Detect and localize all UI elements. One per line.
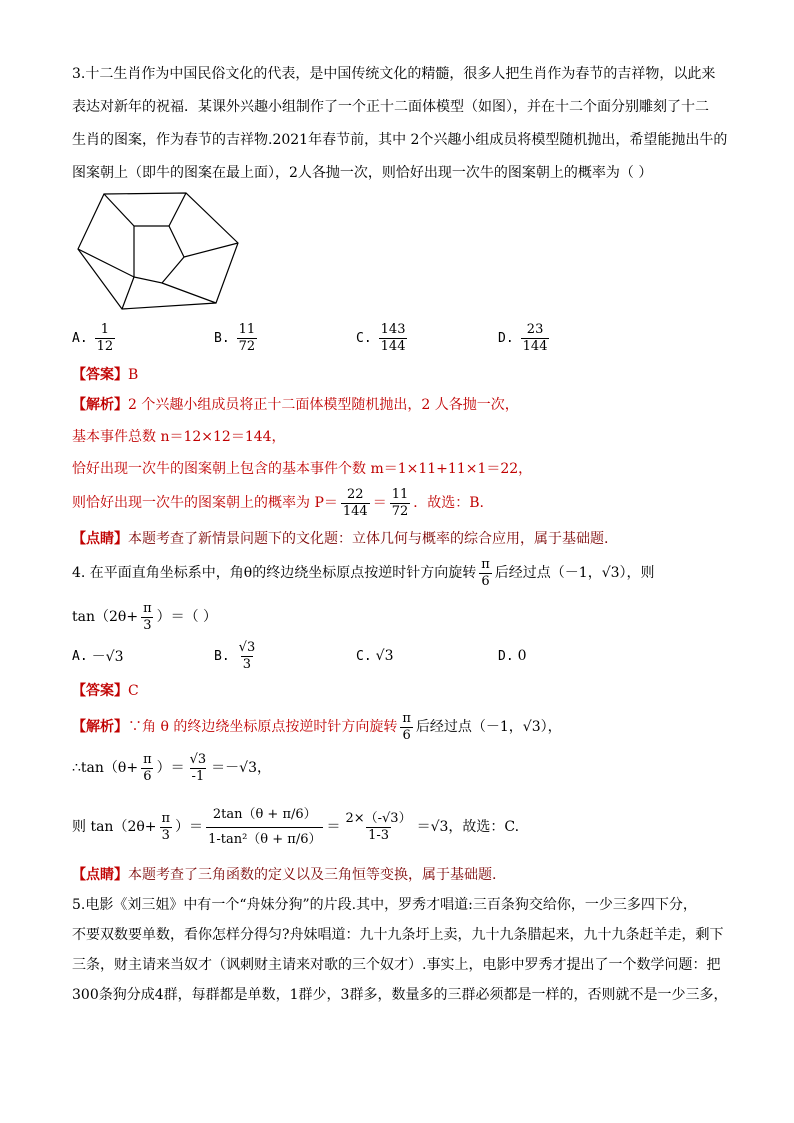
analysis-tag: 【解析】 (72, 719, 128, 735)
numerator: 1 (100, 321, 110, 337)
analysis-tag: 【解析】 (72, 397, 128, 413)
option-label: D. (498, 330, 514, 346)
q3-stem-line-2: 表达对新年的祝福．某课外兴趣小组制作了一个正十二面体模型（如图），并在十二个面分别雕刻了十二 (72, 99, 709, 115)
answer-tag: 【答案】 (72, 367, 128, 383)
analysis-text: ）＝ (156, 760, 185, 776)
analysis-text: ＝√3，故选：C. (416, 819, 520, 835)
denominator: 72 (391, 503, 409, 519)
stem-text: 后经过点（－1，√3），则 (494, 565, 655, 581)
q3-option-c[interactable] (356, 322, 498, 355)
denominator: 6 (143, 768, 152, 784)
numerator: π (161, 810, 171, 826)
denominator: -1 (191, 768, 205, 784)
question-4 (72, 555, 726, 885)
q4-option-b[interactable] (214, 640, 356, 673)
stem-text: 4. 在平面直角坐标系中，角θ的终边绕坐标原点按逆时针方向旋转 (72, 565, 477, 581)
q3-stem-line-1: 3.十二生肖作为中国民俗文化的代表，是中国传统文化的精髓，很多人把生肖作为春节的吉祥物，以此来 (72, 66, 716, 82)
analysis-text: ∴tan（θ+ (72, 760, 139, 776)
answer-value: C (128, 683, 139, 699)
fraction (400, 711, 413, 744)
numerator: π (402, 710, 411, 726)
denominator: 1-3 (368, 827, 389, 843)
equals: ＝ (326, 819, 341, 835)
answer-value: B (128, 367, 139, 383)
fraction (160, 811, 173, 844)
fraction (141, 752, 154, 785)
option-label: B. (214, 648, 230, 664)
denominator: 144 (342, 503, 368, 519)
q4-analysis-line-3 (72, 797, 726, 857)
answer-tag: 【答案】 (72, 683, 128, 699)
q5-stem-line-4: 300条狗分成4群，每群都是单数，1群少，3群多，数量多的三群必须都是一样的，否则就不是一少三多， (72, 987, 728, 1003)
numerator: π (143, 751, 152, 767)
comment-text: 本题考查了新情景问题下的文化题：立体几何与概率的综合应用，属于基础题. (128, 531, 609, 547)
q4-comment (72, 865, 726, 885)
q3-analysis-line-3: 恰好出现一次牛的图案朝上包含的基本事件个数 m＝1×11+11×1＝22， (72, 461, 533, 477)
q4-option-a[interactable] (72, 646, 214, 666)
q3-answer (72, 365, 726, 385)
analysis-text: 2 个兴趣小组成员将正十二面体模型随机抛出，2 人各抛一次， (128, 397, 519, 413)
q4-options (72, 635, 726, 677)
denominator: 3 (143, 617, 152, 633)
stem-text: tan（2θ+ (72, 609, 139, 625)
q3-comment (72, 529, 726, 549)
q3-option-a[interactable] (72, 322, 214, 355)
numerator: √3 (189, 751, 207, 767)
option-label: A. (72, 330, 88, 346)
double-angle-fraction (206, 803, 323, 852)
q4-analysis-line-1 (72, 709, 726, 745)
q3-stem-line-3: 生肖的图案，作为春节的吉祥物.2021年春节前，其中 2个兴趣小组成员将模型随机抛出，希望能抛出牛的 (72, 132, 728, 148)
numerator: √3 (238, 639, 256, 655)
fraction (343, 811, 413, 844)
comment-text: 本题考查了三角函数的定义以及三角恒等变换，属于基础题. (128, 867, 497, 883)
fraction (390, 487, 411, 520)
numerator: 23 (526, 321, 544, 337)
fraction (521, 322, 550, 355)
comment-tag: 【点睛】 (72, 867, 128, 883)
q5-stem-line-1: 5.电影《刘三姐》中有一个“舟妹分狗”的片段.其中，罗秀才唱道:三百条狗交给你，一少三多四下分， (72, 897, 697, 913)
comment-tag: 【点睛】 (72, 531, 128, 547)
q4-option-c[interactable] (356, 648, 498, 664)
numerator: π (481, 556, 490, 572)
equals: ＝ (372, 495, 387, 511)
q3-stem-line-4: 图案朝上（即牛的图案在最上面），2人各抛一次，则恰好出现一次牛的图案朝上的概率为（ ） (72, 165, 653, 181)
fraction (379, 322, 408, 355)
q3-analysis-line-1 (72, 395, 726, 415)
stem-text: ）＝（ ） (156, 609, 218, 625)
option-text: －√3 (91, 649, 124, 665)
analysis-text: ）＝ (175, 819, 204, 835)
numerator: 2×（-√3） (345, 810, 412, 826)
q4-analysis-line-2 (72, 749, 726, 787)
numerator: 143 (380, 321, 406, 337)
option-label: C. (356, 648, 372, 664)
document-page (72, 62, 726, 1005)
q3-options (72, 317, 726, 359)
q3-analysis-line-2: 基本事件总数 n＝12×12＝144， (72, 429, 286, 445)
option-text: √3 (375, 648, 394, 664)
denominator: 3 (161, 827, 170, 843)
denominator: 1-tan²（θ + π/6） (206, 827, 323, 852)
numerator: π (143, 600, 152, 616)
denominator: 12 (96, 338, 114, 354)
denominator: 3 (242, 656, 252, 672)
fraction (237, 322, 258, 355)
analysis-text: ∵角 θ 的终边绕坐标原点按逆时针方向旋转 (128, 719, 398, 735)
dodecahedron-figure (74, 191, 244, 313)
fraction (141, 601, 154, 634)
fraction (188, 752, 209, 785)
numerator: 22 (347, 486, 364, 502)
q5-stem-line-2: 不要双数要单数，看你怎样分得匀?舟妹唱道：九十九条圩上卖，九十九条腊起来，九十九条赶羊走，剩下 (72, 927, 724, 943)
analysis-text: ．故选：B. (413, 495, 484, 511)
q3-analysis-line-4 (72, 485, 726, 521)
denominator: 72 (238, 338, 256, 354)
q4-option-d[interactable] (498, 648, 640, 664)
fraction (237, 640, 258, 673)
option-label: B. (214, 330, 230, 346)
option-label: C. (356, 330, 372, 346)
analysis-text: 则 tan（2θ+ (72, 819, 157, 835)
option-label: D. (498, 648, 514, 664)
denominator: 144 (380, 338, 406, 354)
q3-option-d[interactable] (498, 322, 640, 355)
analysis-text: ＝－√3， (211, 760, 271, 776)
q3-option-b[interactable] (214, 322, 356, 355)
question-5 (72, 895, 726, 1005)
q4-stem-line-2 (72, 599, 726, 635)
option-label: A. (72, 648, 88, 664)
analysis-text: 则恰好出现一次牛的图案朝上的概率为 P＝ (72, 495, 338, 511)
numerator: 11 (391, 486, 409, 502)
denominator: 6 (481, 573, 490, 589)
denominator: 144 (522, 338, 548, 354)
q5-stem-line-3: 三条，财主请来当奴才（讽刺财主请来对歌的三个奴才）.事实上，电影中罗秀才提出了一个数学问题：把 (72, 957, 721, 973)
fraction (341, 487, 370, 520)
numerator: 2tan（θ + π/6） (212, 806, 317, 822)
analysis-text: 后经过点（－1，√3）， (415, 719, 562, 735)
option-text: 0 (517, 648, 527, 664)
q4-stem-line-1 (72, 555, 726, 591)
numerator: 11 (238, 321, 256, 337)
fraction (479, 557, 492, 590)
fraction (95, 322, 116, 355)
q4-answer (72, 681, 726, 701)
denominator: 6 (402, 727, 411, 743)
question-3 (72, 64, 726, 549)
